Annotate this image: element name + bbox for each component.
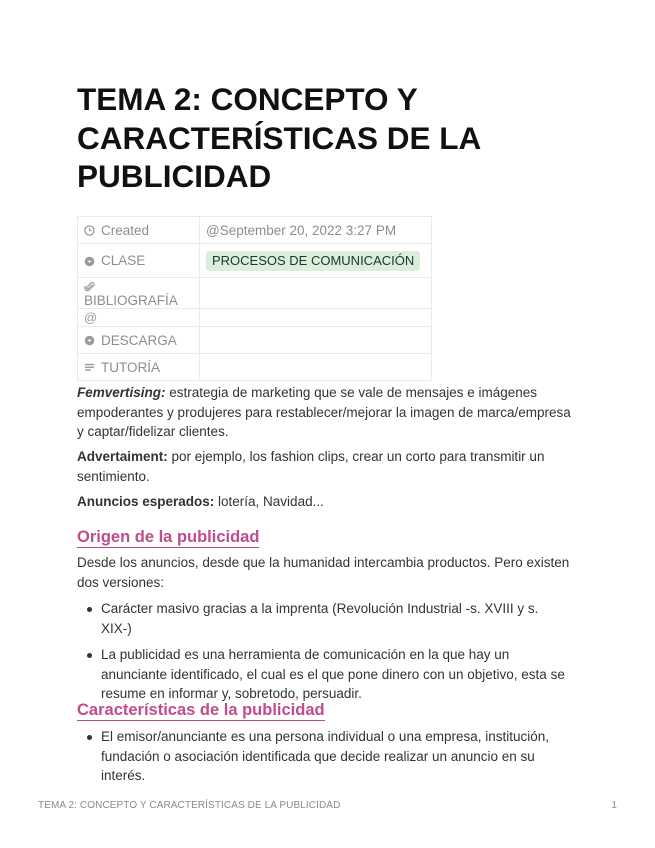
properties-table xyxy=(77,216,432,381)
property-key-at: @ xyxy=(78,309,200,327)
heading-caracteristicas: Características de la publicidad xyxy=(77,701,325,719)
property-row-at xyxy=(78,309,432,327)
paragraph-origen-intro: Desde los anuncios, desde que la humanidad intercambia productos. Pero existen dos versiones: xyxy=(77,555,570,590)
property-value-bibliografia[interactable] xyxy=(200,278,432,309)
property-label-created: Created xyxy=(101,222,150,238)
property-row-descarga xyxy=(78,327,432,354)
property-key-created xyxy=(78,217,200,244)
page-footer xyxy=(38,800,617,811)
heading-origen: Origen de la publicidad xyxy=(77,528,260,546)
property-label-bibliografia: BIBLIOGRAFÍA xyxy=(84,293,178,308)
list-caracteristicas xyxy=(77,727,572,793)
page-title: TEMA 2: CONCEPTO Y CARACTERÍSTICAS DE LA PUBLICIDAD xyxy=(77,81,481,194)
property-value-tutoria[interactable] xyxy=(200,354,432,381)
property-key-tutoria xyxy=(78,354,200,381)
property-key-descarga xyxy=(78,327,200,354)
property-row-bibliografia xyxy=(78,278,432,309)
term-femvertising: Femvertising: xyxy=(77,385,166,400)
term-advertaiment: Advertaiment: xyxy=(77,449,168,464)
property-label-tutoria: TUTORÍA xyxy=(101,359,161,375)
list-item: El emisor/anunciante es una persona individual o una empresa, institución, fundación o asociación identificada que decide realizar un anuncio en su interés. xyxy=(77,727,572,786)
footer-title: TEMA 2: CONCEPTO Y CARACTERÍSTICAS DE LA PUBLICIDAD xyxy=(38,800,341,811)
select-icon xyxy=(84,335,97,346)
paperclip-icon xyxy=(84,281,97,292)
term-anuncios: Anuncios esperados: xyxy=(77,494,215,509)
select-icon xyxy=(84,256,97,267)
property-label-clase: CLASE xyxy=(101,253,146,268)
list-item: Carácter masivo gracias a la imprenta (Revolución Industrial -s. XVIII y s. XIX-) xyxy=(77,599,572,638)
property-row-clase xyxy=(78,244,432,278)
paragraph-femvertising xyxy=(77,383,572,442)
property-key-bibliografia xyxy=(78,278,200,309)
property-label-descarga: DESCARGA xyxy=(101,332,177,348)
property-value-descarga[interactable] xyxy=(200,327,432,354)
list-origen xyxy=(77,599,572,711)
text-icon xyxy=(84,362,97,373)
list-item: La publicidad es una herramienta de comunicación en la que hay un anunciante identificado, el cual es el que pone dinero con un objetivo, esta se resume en informar y, sobretodo, persuadir. xyxy=(77,645,572,704)
paragraph-anuncios xyxy=(77,492,572,512)
property-row-created xyxy=(78,217,432,244)
clase-tag[interactable]: PROCESOS DE COMUNICACIÓN xyxy=(206,251,420,271)
page-number: 1 xyxy=(611,800,617,811)
clock-icon xyxy=(84,225,97,236)
paragraph-advertaiment xyxy=(77,447,572,486)
text-advertaiment: por ejemplo, los fashion clips, crear un corto para transmitir un sentimiento. xyxy=(77,449,545,484)
text-femvertising: estrategia de marketing que se vale de mensajes e imágenes empoderantes y produjeres para restablecer/mejorar la imagen de marca/empresa y captar/fidelizar clientes. xyxy=(77,385,571,439)
property-value-at[interactable] xyxy=(200,309,432,327)
text-anuncios: lotería, Navidad... xyxy=(214,494,324,509)
property-key-clase xyxy=(78,244,200,278)
property-row-tutoria xyxy=(78,354,432,381)
property-value-clase[interactable] xyxy=(200,244,432,278)
property-value-created[interactable]: @September 20, 2022 3:27 PM xyxy=(200,217,432,244)
